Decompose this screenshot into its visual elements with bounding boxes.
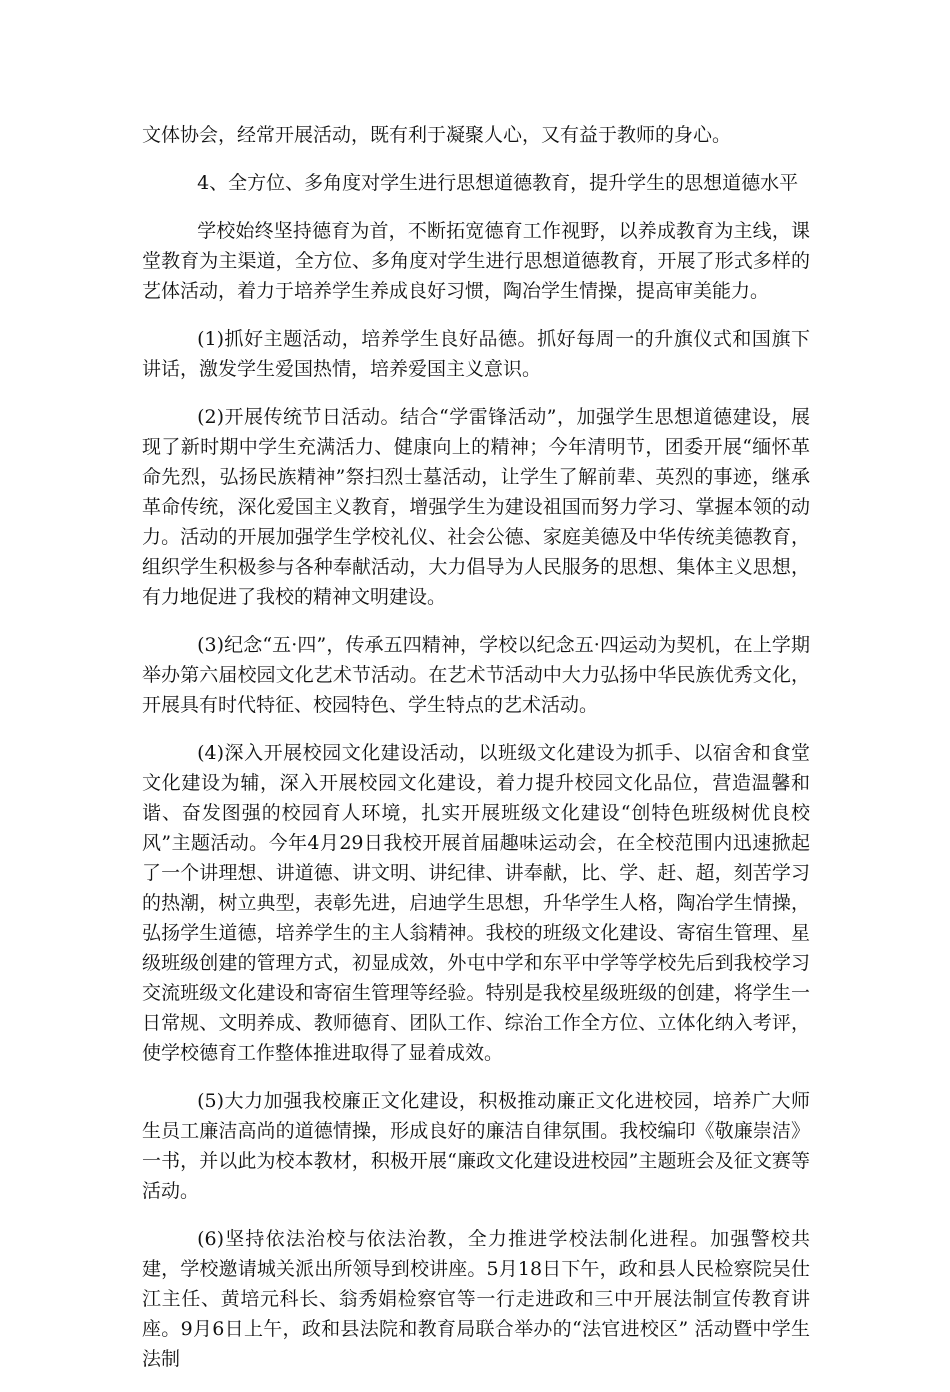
document-body [142, 120, 810, 1392]
paragraph-item-3: (3)纪念“五·四”，传承五四精神，学校以纪念五·四运动为契机，在上学期举办第六届校园文化艺术节活动。在艺术节活动中大力弘扬中华民族优秀文化，开展具有时代特征、校园特色、学生特点的艺术活动。 [142, 634, 810, 716]
paragraph-item-4: (4)深入开展校园文化建设活动，以班级文化建设为抓手、以宿舍和食堂文化建设为辅，深入开展校园文化建设，着力提升校园文化品位，营造温馨和谐、奋发图强的校园育人环境，扎实开展班级文化建设“创特色班级树优良校风”主题活动。今年4月29日我校开展首届趣味运动会，在全校范围内迅速掀起了一个讲理想、讲道德、讲文明、讲纪律、讲奉献，比、学、赶、超，刻苦学习的热潮，树立典型，表彰先进，启迪学生思想，升华学生人格，陶冶学生情操，弘扬学生道德，培养学生的主人翁精神。我校的班级文化建设、寄宿生管理、星级班级创建的管理方式，初显成效，外屯中学和东平中学等学校先后到我校学习交流班级文化建设和寄宿生管理等经验。特别是我校星级班级的创建，将学生一日常规、文明养成、教师德育、团队工作、综治工作全方位、立体化纳入考评，使学校德育工作整体推进取得了显着成效。 [142, 742, 810, 1064]
paragraph-item-2: (2)开展传统节日活动。结合“学雷锋活动”，加强学生思想道德建设，展现了新时期中学生充满活力、健康向上的精神；今年清明节，团委开展“缅怀革命先烈，弘扬民族精神”祭扫烈士墓活动，让学生了解前辈、英烈的事迹，继承革命传统，深化爱国主义教育，增强学生为建设祖国而努力学习、掌握本领的动力。活动的开展加强学生学校礼仪、社会公德、家庭美德及中华传统美德教育，组织学生积极参与各种奉献活动，大力倡导为人民服务的思想、集体主义思想，有力地促进了我校的精神文明建设。 [142, 406, 810, 608]
paragraph-item-6: (6)坚持依法治校与依法治教，全力推进学校法制化进程。加强警校共建，学校邀请城关派出所领导到校讲座。5月18日下午，政和县人民检察院吴仕江主任、黄培元科长、翁秀娟检察官等一行走进政和三中开展法制宣传教育讲座。9月6日上午，政和县法院和教育局联合举办的“法官进校区” 活动暨中学生法制 [142, 1228, 810, 1370]
paragraph-item-1: (1)抓好主题活动，培养学生良好品德。抓好每周一的升旗仪式和国旗下讲话，激发学生爱国热情，培养爱国主义意识。 [142, 328, 810, 380]
paragraph-continuation: 文体协会，经常开展活动，既有利于凝聚人心，又有益于教师的身心。 [142, 124, 732, 146]
paragraph-item-5: (5)大力加强我校廉正文化建设，积极推动廉正文化进校园，培养广大师生员工廉洁高尚的道德情操，形成良好的廉洁自律氛围。我校编印《敬廉崇洁》一书，并以此为校本教材，积极开展“廉政文化建设进校园”主题班会及征文赛等活动。 [142, 1090, 810, 1202]
paragraph-intro: 学校始终坚持德育为首，不断拓宽德育工作视野，以养成教育为主线，课堂教育为主渠道，全方位、多角度对学生进行思想道德教育，开展了形式多样的艺体活动，着力于培养学生养成良好习惯，陶冶学生情操，提高审美能力。 [142, 220, 810, 302]
section-heading: 4、全方位、多角度对学生进行思想道德教育，提升学生的思想道德水平 [197, 172, 799, 194]
